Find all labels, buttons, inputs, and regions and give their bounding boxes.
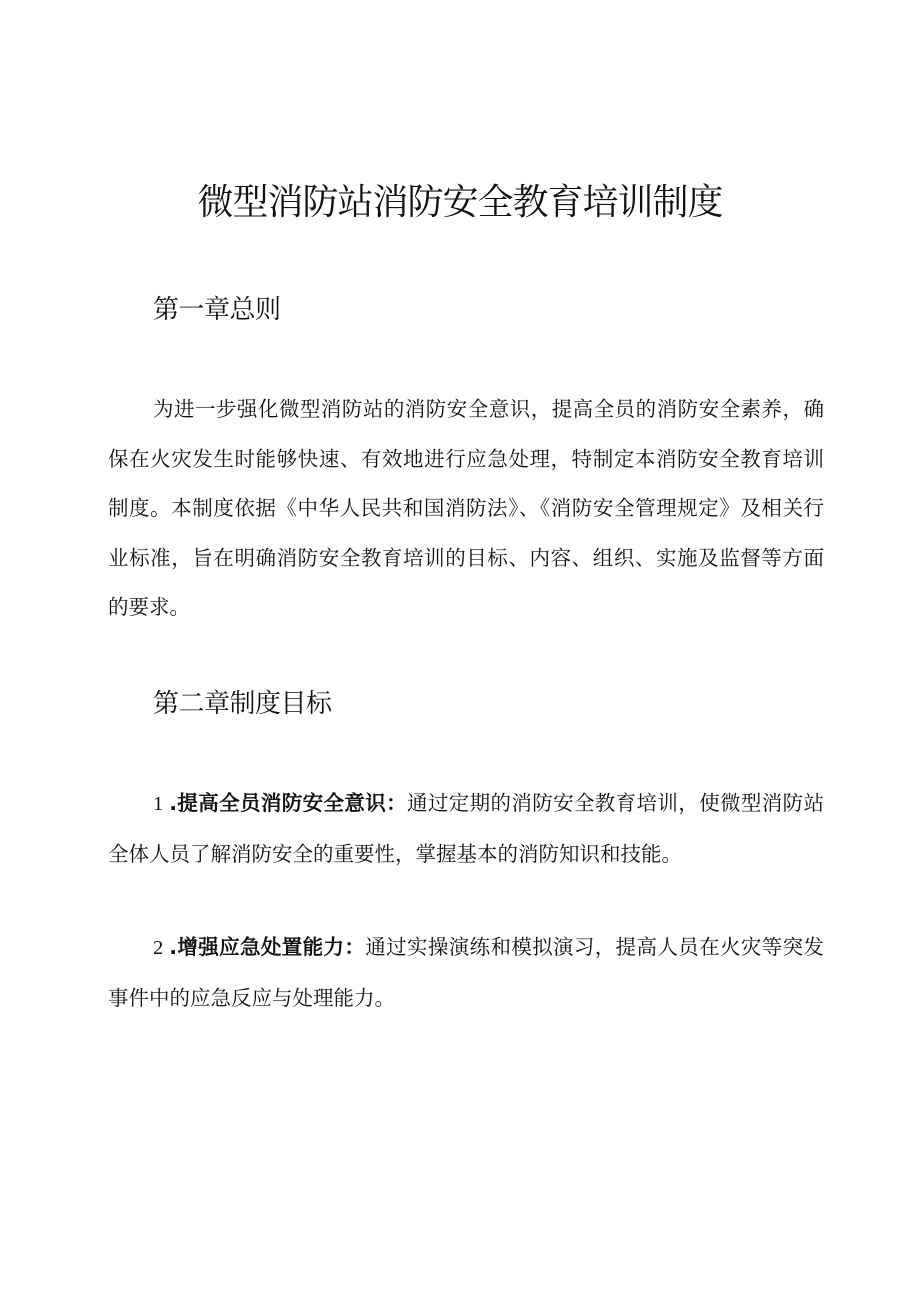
chapter-1-paragraph: 为进一步强化微型消防站的消防安全意识，提高全员的消防安全素养，确保在火灾发生时能够快速、有效地进行应急处理，特制定本消防安全教育培训制度。本制度依据《中华人民共和国消防法》、《消防安全管理规定》及相关行业标准，旨在明确消防安全教育培训的目标、内容、组织、实施及监督等方面的要求。 [108,397,824,619]
goal-item-2 [108,923,824,1023]
chapter-1-heading: 第一章总则 [153,295,281,325]
document-title: 微型消防站消防安全教育培训制度 [197,182,723,223]
goal-item-1 [108,779,824,879]
goal-item-2-text: 通过实操演练和模拟演习，提高人员在火灾等突发事件中的应急反应与处理能力。 [108,935,824,1010]
goal-item-1-number: 1 [153,793,164,815]
goal-item-2-number: 2 [153,937,164,959]
goal-item-1-key: .提高全员消防安全意识： [169,791,407,815]
goal-item-1-text: 通过定期的消防安全教育培训，使微型消防站全体人员了解消防安全的重要性，掌握基本的消防知识和技能。 [108,791,825,866]
goal-item-2-key: .增强应急处置能力： [169,935,366,959]
chapter-2-heading: 第二章制度目标 [153,689,332,719]
